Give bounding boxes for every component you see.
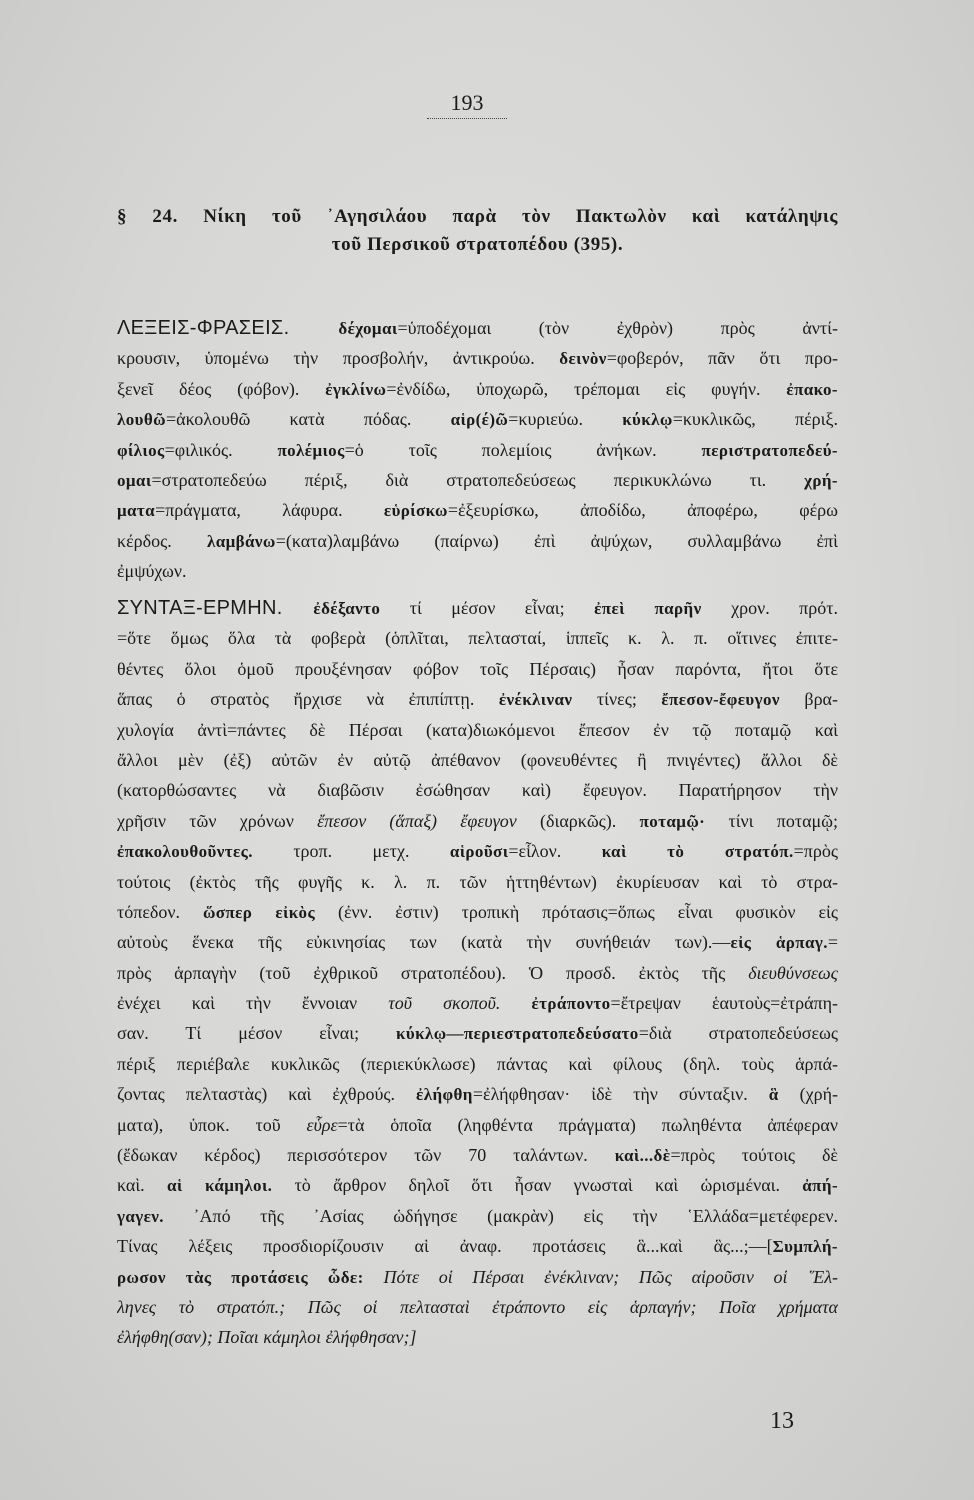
text-line (117, 313, 838, 343)
bold-term: πολέμιος (277, 440, 345, 460)
italic-text: Πότε οἱ Πέρσαι ἐνέκλιναν; Πῶς αἱροῦσιν οἱ ῞Ελ- (383, 1266, 838, 1287)
section-title-line-2: τοῦ Περσικοῦ στρατοπέδου (395). (331, 234, 624, 255)
text-line (117, 1262, 838, 1292)
bold-term: ματα (117, 501, 156, 521)
signature-mark: 13 (770, 1408, 794, 1434)
text-line (117, 495, 838, 525)
body-text: =τὰ ὁποῖα (ληφθέντα πράγματα) πωληθέντα ἀπέφεραν (337, 1114, 838, 1135)
text-line (117, 958, 838, 988)
bold-term: ἐλήφθη (416, 1085, 473, 1105)
bold-term: εὑρίσκω (383, 501, 448, 521)
bold-term: γαγεν. (117, 1206, 164, 1226)
body-text: τίνι ποταμῷ; (705, 810, 838, 831)
body-text: (ἐνν. ἐστιν) τροπικὴ πρότασις=ὅπως εἶναι φυσικὸν εἰς (315, 901, 838, 922)
text-line (117, 1322, 838, 1352)
bold-term: αἱροῦσι (449, 842, 509, 862)
body-text: (χρή- (778, 1084, 838, 1105)
italic-text: τοῦ σκοποῦ. (388, 993, 532, 1014)
bold-term: κύκλῳ—περιεστρατοπεδεύσατο (396, 1024, 639, 1044)
bold-term: δέχομαι (338, 319, 398, 338)
bold-term: χρή- (804, 470, 838, 490)
body-text: ἅπας ὁ στρατὸς ἤρχισε νὰ ἐπιπίπτῃ. (117, 689, 499, 710)
body-text: = (827, 932, 838, 953)
body-text: =ὑποδέχομαι (τὸν ἐχθρὸν) πρὸς ἀντί- (397, 318, 838, 338)
body-text: =πρὸς τούτοις δὲ (670, 1145, 838, 1166)
text-line (117, 593, 838, 623)
italic-text: διευθύνσεως (748, 962, 838, 983)
body-text: =εἷλον. (508, 841, 602, 862)
italic-text: ἐλήφθη(σαν); Ποῖαι κάμηλοι ἐλήφθησαν;] (117, 1327, 417, 1348)
text-line (117, 654, 838, 684)
bold-term: ἐπακολουθοῦντες. (117, 842, 253, 862)
text-line (117, 745, 838, 775)
body-text: τροπ. μετχ. (252, 841, 450, 862)
text-line (117, 988, 838, 1018)
section-title-line-1: § 24. Νίκη τοῦ ᾿Αγησιλάου παρὰ τὸν Πακτωλὸν καὶ κατάληψις (117, 206, 838, 227)
bold-term: περιστρατοπεδεύ- (701, 440, 838, 460)
text-line (117, 435, 838, 465)
text-line (117, 897, 838, 927)
bold-term: ἐνέκλιναν (498, 690, 573, 710)
body-text: (κατορθώσαντες νὰ διαβῶσιν ἐσώθησαν καὶ) ἔφευγον. Παρατήρησον τὴν (117, 780, 838, 801)
italic-text: εὗρε (306, 1114, 338, 1135)
bold-term: κύκλῳ (622, 410, 673, 430)
body-text: τί μέσον εἶναι; (380, 598, 595, 618)
body-text: τούτοις (ἐκτὸς τῆς φυγῆς κ. λ. π. τῶν ἡττηθέντων) ἐκυρίευσαν καὶ τὸ στρα- (117, 871, 838, 892)
text-line (117, 867, 838, 897)
italic-text: ληνες τὸ στρατόπ.; Πῶς οἱ πελτασταὶ ἐτράποντο εἰς ἁρπαγήν; Ποῖα χρήματα (117, 1296, 838, 1317)
body-text: κέρδος. (117, 530, 207, 551)
body-text: βρα- (779, 689, 838, 710)
bold-term: ὥσπερ εἰκὸς (202, 902, 316, 922)
bold-term: ἃ (768, 1085, 779, 1105)
body-text: =πράγματα, λάφυρα. (155, 500, 384, 521)
bold-term: αἱρ(έ)ῶ (450, 410, 509, 430)
bold-term: Συμπλή- (772, 1237, 838, 1257)
body-text: ξενεῖ δέος (φόβον). (117, 378, 326, 399)
bold-term: ρωσον τὰς προτάσεις ὧδε: (117, 1267, 384, 1287)
text-line (117, 465, 838, 495)
text-line (117, 404, 838, 434)
body-text: χρῆσιν τῶν χρόνων (117, 810, 318, 831)
body-text: =φοβερόν, πᾶν ὅτι προ- (606, 348, 838, 369)
text-line (117, 1110, 838, 1140)
body-text: =στρατοπεδεύω πέριξ, διὰ στρατοπεδεύσεως περικυκλώνω τι. (151, 469, 805, 490)
bold-term: ἐτράποντο (531, 994, 611, 1014)
body-text: =κυκλικῶς, πέριξ. (672, 409, 838, 430)
text-line (117, 836, 838, 866)
body-text: χρον. πρότ. (701, 598, 838, 618)
text-line (117, 343, 838, 373)
bold-term: εἰς ἁρπαγ. (730, 933, 828, 953)
body-text: ἐνέχει καὶ τὴν ἔννοιαν (117, 993, 389, 1014)
body-text: =ἐξευρίσκω, ἀποδίδω, ἀποφέρω, φέρω (447, 500, 838, 521)
subsection-heading: ΣΥΝΤΑΞ-ΕΡΜΗΝ. (117, 597, 314, 619)
text-line (117, 1170, 838, 1200)
bold-term: ἐδέξαντο (313, 599, 381, 618)
text-line (117, 374, 838, 404)
page-number: 193 (427, 90, 507, 119)
body-text: πέριξ περιέβαλε κυκλικῶς (περιεκύκλωσε) πάντας καὶ φίλους (δηλ. τοὺς ἁρπά- (117, 1053, 838, 1074)
bold-term: καὶ τὸ στρατόπ. (601, 842, 794, 862)
text-line (117, 526, 838, 556)
text-line (117, 1079, 838, 1109)
body-text: =ἐνδίδω, ὑποχωρῶ, τρέπομαι εἰς φυγήν. (386, 378, 787, 399)
body-text: πρὸς ἁρπαγὴν (τοῦ ἐχθρικοῦ στρατοπέδου). Ὁ προσδ. ἐκτὸς τῆς (117, 962, 749, 983)
body-text: =πρὸς (793, 841, 838, 862)
text-line (117, 1018, 838, 1048)
body-text: =ὅτε ὅμως ὅλα τὰ φοβερὰ (ὁπλῖται, πελτασταί, ἱππεῖς κ. λ. π. οἵτινες ἐπιτε- (117, 628, 838, 649)
text-line (117, 775, 838, 805)
bold-term: ἐγκλίνω (325, 379, 387, 399)
body-text: (διαρκῶς). (516, 810, 640, 831)
body-text: ἄλλοι μὲν (ἐξ) αὐτῶν ἐν αὐτῷ ἀπέθανον (φονευθέντες ἢ πνιγέντες) ἄλλοι δὲ (117, 749, 838, 770)
body-text: σαν. Τί μέσον εἶναι; (117, 1023, 397, 1044)
text-line (117, 556, 838, 586)
syntax-interpretation-paragraph (117, 593, 838, 1353)
body-text: =ἔτρεψαν ἑαυτοὺς=ἐτράπη- (610, 993, 838, 1014)
body-text: αὐτοὺς ἕνεκα τῆς εὐκινησίας των (κατὰ τὴν συνήθειάν των).— (117, 932, 731, 953)
text-line (117, 1231, 838, 1261)
subsection-heading: ΛΕΞΕΙΣ-ΦΡΑΣΕΙΣ. (117, 317, 339, 339)
body-text: ἐμψύχων. (117, 561, 187, 582)
bold-term: καὶ...δὲ (614, 1146, 671, 1166)
body-text: ᾿Από τῆς ᾿Ασίας ὡδήγησε (μακρὰν) εἰς τὴν ῾Ελλάδα=μετέφερεν. (163, 1205, 838, 1226)
body-text: κρουσιν, ὑπομένω τὴν προσβολήν, ἀντικρούω. (117, 348, 560, 369)
text-line (117, 684, 838, 714)
body-text: =ἐλήφθησαν· ἰδὲ τὴν σύνταξιν. (472, 1084, 769, 1105)
body-text: ματα), ὑποκ. τοῦ (117, 1114, 307, 1135)
bold-term: ποταμῷ· (639, 811, 706, 831)
bold-term: ἐπεὶ παρῆν (594, 599, 702, 618)
body-text: =(κατα)λαμβάνω (παίρνω) ἐπὶ ἀψύχων, συλλαμβάνω ἐπὶ (275, 530, 838, 551)
bold-term: φίλιος (117, 440, 165, 460)
bold-term: ομαι (117, 470, 152, 490)
text-line (117, 1140, 838, 1170)
body-text: τὸ ἄρθρον δηλοῖ ὅτι ἦσαν γνωσταὶ καὶ ὡρισμέναι. (272, 1175, 803, 1196)
body-text: =διὰ στρατοπεδεύσεως (638, 1023, 838, 1044)
text-line (117, 1201, 838, 1231)
body-text: =ἀκολουθῶ κατὰ πόδας. (165, 409, 451, 430)
body-text: καὶ. (117, 1175, 167, 1196)
body-text: =κυριεύω. (508, 409, 623, 430)
bold-term: λαμβάνω (206, 531, 276, 551)
bold-term: ἐπακο- (786, 379, 838, 399)
vocabulary-paragraph (117, 313, 838, 587)
bold-term: λουθῶ (117, 410, 166, 430)
bold-term: δεινὸν (559, 349, 607, 369)
body-text: (ἔδωκαν κέρδος) περισσότερον τῶν 70 ταλάντων. (117, 1145, 615, 1166)
text-line (117, 623, 838, 653)
text-line (117, 715, 838, 745)
text-line (117, 927, 838, 957)
body-text: =φιλικός. (164, 439, 278, 460)
body-text: =ὁ τοῖς πολεμίοις ἀνήκων. (344, 439, 702, 460)
italic-text: ἔπεσον (ἅπαξ) ἔφευγον (317, 810, 517, 831)
text-line (117, 1292, 838, 1322)
body-text: τίνες; (572, 689, 662, 710)
bold-term: ἀπή- (802, 1176, 838, 1196)
body-text: Τίνας λέξεις προσδιορίζουσιν αἱ ἀναφ. προτάσεις ἃ...καὶ ἃς...;—[ (117, 1236, 773, 1257)
bold-term: αἱ κάμηλοι. (166, 1176, 273, 1196)
text-line (117, 806, 838, 836)
body-text: τόπεδον. (117, 901, 203, 922)
bold-term: ἔπεσον-ἔφευγον (661, 690, 780, 710)
body-text: θέντες ὅλοι ὁμοῦ προυξένησαν φόβον τοῖς Πέρσαις) ἦσαν παρόντα, ἤτοι ὅτε (117, 658, 838, 679)
body-text: χυλογία ἀντὶ=πάντες δὲ Πέρσαι (κατα)διωκόμενοι ἔπεσον ἐν τῷ ποταμῷ καὶ (117, 719, 838, 740)
text-line (117, 1049, 838, 1079)
body-text: ζοντας πελταστὰς) καὶ ἐχθρούς. (117, 1084, 417, 1105)
